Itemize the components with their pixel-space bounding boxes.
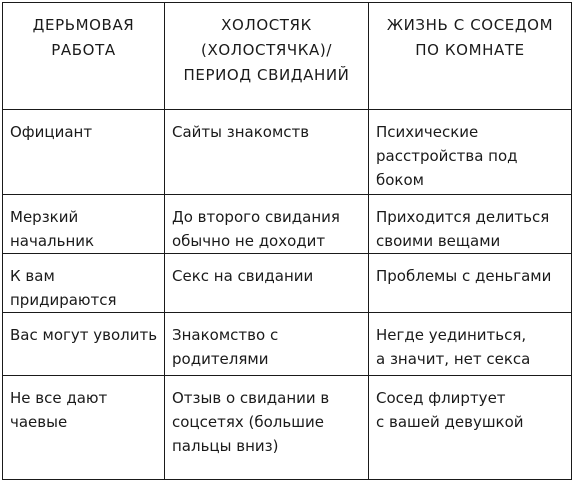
- table-cell: [165, 376, 369, 480]
- cell-line: Мерзкий: [10, 208, 79, 226]
- header-line: (ХОЛОСТЯЧКА)/: [201, 41, 332, 59]
- table-cell: [165, 110, 369, 195]
- cell-line: а значит, нет секса: [376, 350, 531, 368]
- table-cell: [3, 313, 165, 376]
- cell-line: Вас могут уволить: [10, 326, 158, 344]
- header-line: РАБОТА: [51, 41, 116, 59]
- table-cell: [369, 254, 572, 313]
- table-cell: [369, 195, 572, 254]
- table-cell: [165, 254, 369, 313]
- cell-line: Знакомство с: [172, 326, 279, 344]
- header-cell-roommate: [369, 3, 572, 110]
- header-line: ДЕРЬМОВАЯ: [32, 16, 135, 34]
- table-cell: [3, 195, 165, 254]
- cell-line: чаевые: [10, 413, 68, 431]
- cell-line: Приходится делиться: [376, 208, 550, 226]
- cell-line: обычно не доходит: [172, 232, 326, 250]
- cell-line: К вам: [10, 267, 55, 285]
- cell-line: Секс на свидании: [172, 267, 314, 285]
- header-line: ПЕРИОД СВИДАНИЙ: [183, 66, 350, 84]
- cell-line: Не все дают: [10, 389, 108, 407]
- cell-line: Негде уединиться,: [376, 326, 527, 344]
- table-cell: [369, 313, 572, 376]
- table-row: [3, 195, 572, 254]
- cell-line: Сайты знакомств: [172, 123, 310, 141]
- table-cell: [165, 313, 369, 376]
- cell-line: с вашей девушкой: [376, 413, 524, 431]
- cell-line: расстройства под: [376, 147, 518, 165]
- table-cell: [165, 195, 369, 254]
- cell-line: Отзыв о свидании в: [172, 389, 330, 407]
- table-row: [3, 313, 572, 376]
- table-row: [3, 254, 572, 313]
- cell-line: начальник: [10, 232, 95, 250]
- table-cell: [3, 254, 165, 313]
- header-cell-bad-job: [3, 3, 165, 110]
- header-line: ЖИЗНЬ С СОСЕДОМ: [386, 16, 554, 34]
- header-line: ХОЛОСТЯК: [221, 16, 312, 34]
- cell-line: До второго свидания: [172, 208, 340, 226]
- cell-line: родителями: [172, 350, 269, 368]
- table-cell: [369, 110, 572, 195]
- cell-line: Проблемы с деньгами: [376, 267, 552, 285]
- cell-line: пальцы вниз): [172, 437, 279, 455]
- cell-line: соцсетях (большие: [172, 413, 324, 431]
- cell-line: своими вещами: [376, 232, 501, 250]
- header-line: ПО КОМНАТЕ: [415, 41, 525, 59]
- header-cell-single-dating: [165, 3, 369, 110]
- table-cell: [3, 376, 165, 480]
- cell-line: Официант: [10, 123, 93, 141]
- cell-line: боком: [376, 171, 424, 189]
- cell-line: придираются: [10, 291, 117, 309]
- comparison-table: [2, 2, 572, 480]
- table-cell: [369, 376, 572, 480]
- table-row: [3, 376, 572, 480]
- cell-line: Сосед флиртует: [376, 389, 506, 407]
- table-cell: [3, 110, 165, 195]
- header-row: [3, 3, 572, 110]
- table-row: [3, 110, 572, 195]
- cell-line: Психические: [376, 123, 479, 141]
